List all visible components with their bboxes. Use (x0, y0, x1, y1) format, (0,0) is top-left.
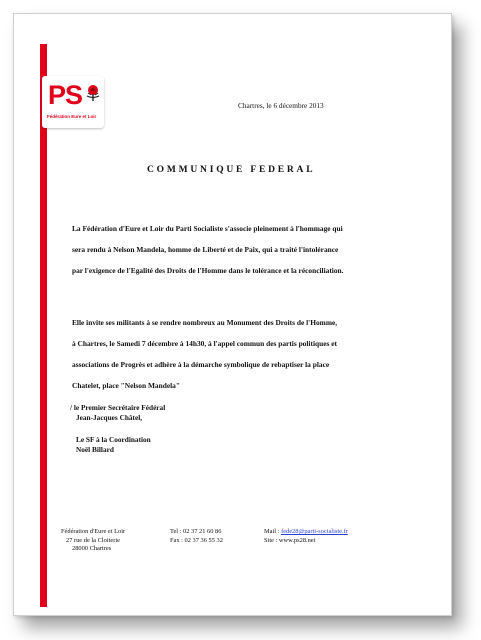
logo-text: PS (48, 80, 83, 110)
address-line: 28000 Chartres (72, 545, 112, 552)
paragraph-line: Elle invite ses militants à se rendre nombreux au Monument des Droits de l'Homme, (72, 318, 338, 327)
logo-subtitle: Fédération Eure et Loir (47, 114, 97, 119)
signature-title: / le Premier Secrétaire Fédéral (70, 403, 166, 412)
coordination-title: Le SF à la Coordination (76, 435, 151, 444)
paragraph-line: associations de Progrès et adhère à la démarche symbolique de rebaptiser la place (72, 360, 330, 369)
phone-number: Tel : 02 37 21 60 86 (170, 528, 222, 535)
site-line: Site : www.ps28.net (264, 536, 316, 544)
paragraph-line: sera rendu à Nelson Mandela, homme de Liberté et de Paix, qui a traité l'intolérance (72, 245, 339, 254)
paragraph-line: Chatelet, place "Nelson Mandela" (72, 381, 180, 390)
paragraph-line: La Fédération d'Eure et Loir du Parti Socialiste s'associe pleinement à l'hommage qui (72, 224, 343, 233)
footer-contact (264, 528, 348, 545)
paragraph-line: par l'exigence de l'Egalité des Droits de l'Homme dans le tolérance et la réconciliation. (72, 266, 344, 275)
document-date: Chartres, le 6 décembre 2013 (238, 101, 324, 110)
fax-number: Fax : 02 37 36 55 32 (170, 536, 223, 544)
mail-label: Mail : (264, 528, 280, 535)
coordination-name: Noël Billard (76, 445, 114, 454)
signature-name: Jean-Jacques Châtel, (76, 413, 143, 422)
mail-link[interactable]: fede28@parti-socialiste.fr (281, 528, 348, 535)
document-title: COMMUNIQUE FEDERAL (147, 165, 316, 175)
address-line: Fédération d'Eure et Loir (61, 528, 126, 535)
footer-address (61, 528, 125, 554)
address-line: 27 rue de la Cloiterie (66, 536, 120, 544)
ps-logo (42, 76, 104, 128)
footer-phone (170, 528, 223, 545)
document-page (13, 13, 452, 616)
rose-icon (86, 84, 100, 102)
paragraph-line: à Chartres, le Samedi 7 décembre à 14h30, à l'appel commun des partis politiques et (72, 339, 337, 348)
red-margin-bar (40, 44, 47, 607)
